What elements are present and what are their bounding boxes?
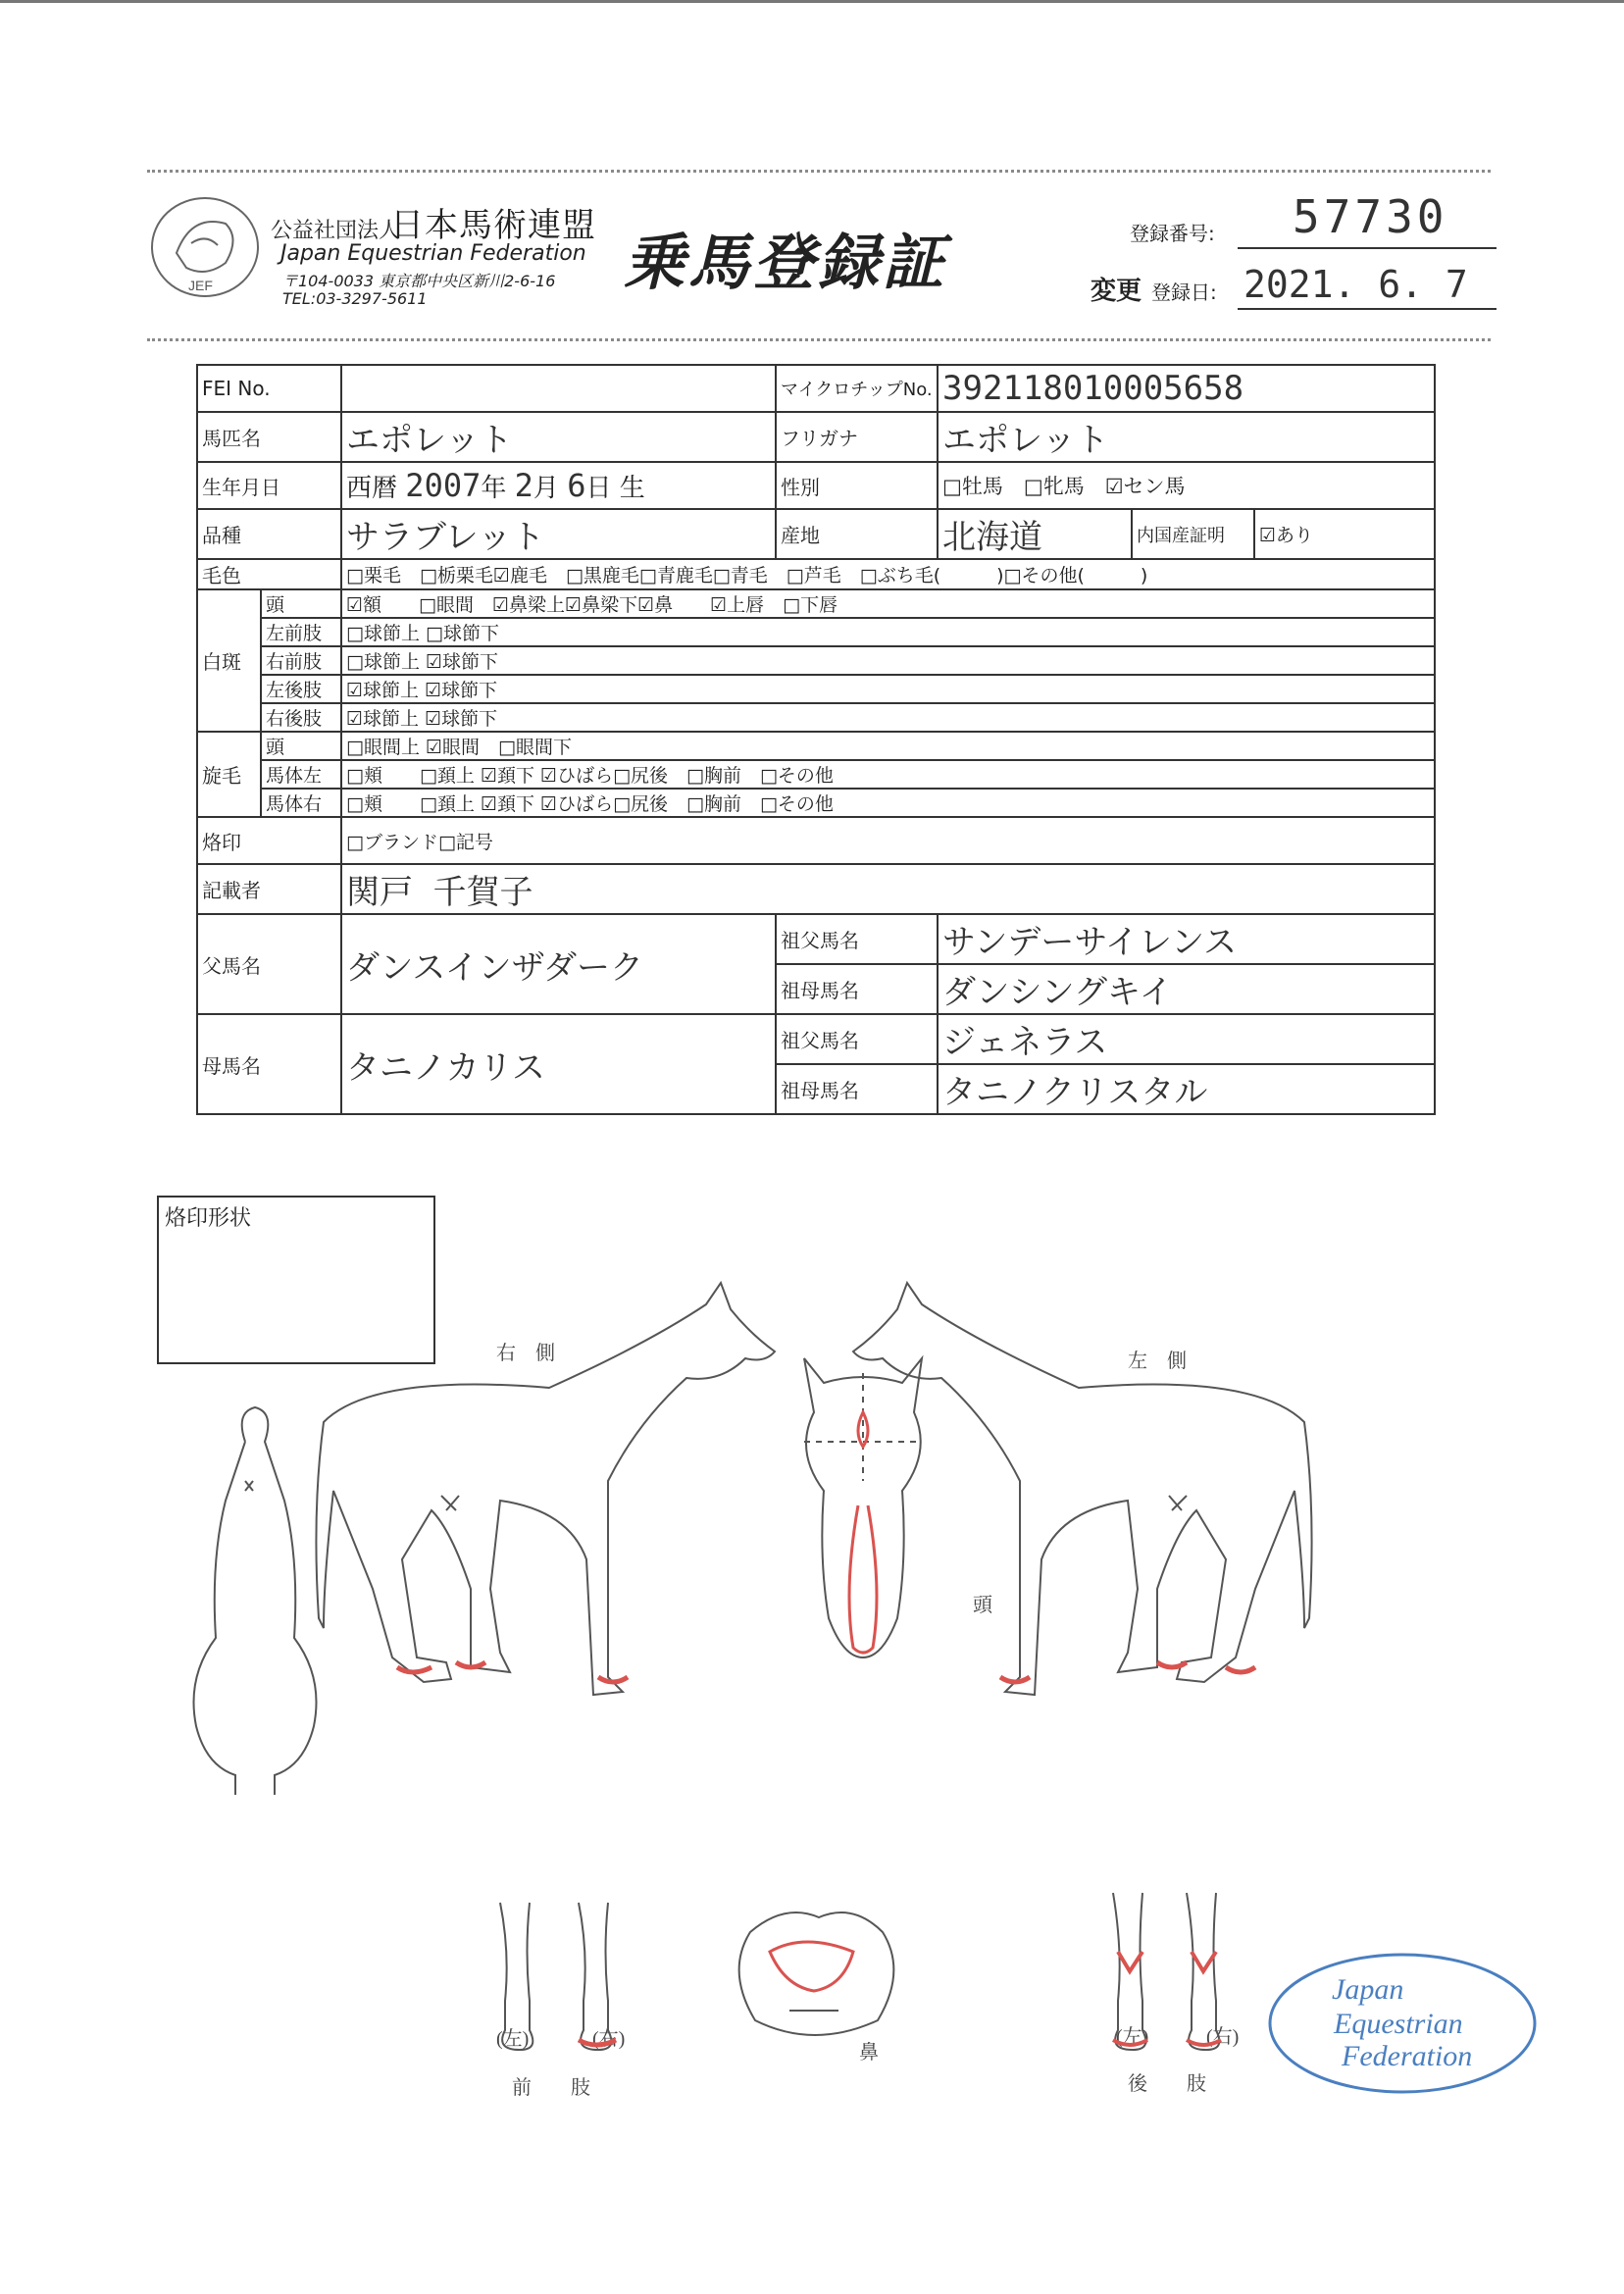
fore-left-caption: (左) <box>496 2028 530 2050</box>
sire: ダンスインザダーク <box>341 914 776 1014</box>
brand-shape-label: 烙印形状 <box>165 1206 252 1231</box>
whorl-options: □頬 □頚上 ☑頚下 ☑ひばら□尻後 □胸前 □その他 <box>341 789 1435 817</box>
stamp-line3: Federation <box>1342 2040 1473 2072</box>
domestic-cert-label: 内国産証明 <box>1132 509 1254 559</box>
dam-gs-label: 祖父馬名 <box>776 1014 938 1064</box>
left-side-caption: 左 側 <box>1128 1351 1187 1372</box>
reg-number-underline <box>1238 247 1497 249</box>
whorl-part: 頭 <box>261 732 341 760</box>
fore-legs-outline <box>500 1903 616 2050</box>
fore-caption: 前 肢 <box>512 2077 590 2099</box>
sire-gs: サンデーサイレンス <box>938 914 1435 964</box>
header-top-rule <box>147 170 1491 173</box>
row-white-rh <box>197 703 1435 732</box>
reg-number: 57730 <box>1293 190 1448 243</box>
birth-day-unit: 日 生 <box>585 474 645 503</box>
org-name-ja: 日本馬術連盟 <box>390 206 596 245</box>
row-whorl-left <box>197 760 1435 789</box>
horse-name-label: 馬匹名 <box>197 412 341 462</box>
head-front-view <box>804 1358 922 1657</box>
birth-year-unit: 年 <box>481 474 507 503</box>
scan-top-edge <box>0 0 1624 3</box>
recorder: 関戸 千賀子 <box>341 864 1435 914</box>
jef-stamp <box>1265 1950 1540 2097</box>
birth-day: 6 <box>567 467 586 504</box>
whorl-part: 馬体右 <box>261 789 341 817</box>
white-label: 白斑 <box>197 589 261 732</box>
sex-options: □牡馬 □牝馬 ☑セン馬 <box>938 462 1435 509</box>
birth-date <box>341 462 776 509</box>
coat-label: 毛色 <box>197 559 341 589</box>
fei-label: FEI No. <box>197 365 341 412</box>
furigana-label: フリガナ <box>776 412 938 462</box>
row-whorl-head <box>197 732 1435 760</box>
stamp-line2: Equestrian <box>1334 2008 1463 2040</box>
row-whorl-right <box>197 789 1435 817</box>
origin: 北海道 <box>938 509 1132 559</box>
header-bottom-rule <box>147 338 1491 341</box>
dam-gs: ジェネラス <box>938 1014 1435 1064</box>
org-tel: TEL:03-3297-5611 <box>282 289 428 308</box>
right-side-caption: 右 側 <box>496 1343 555 1364</box>
jef-logo <box>147 194 263 304</box>
breed: サラブレット <box>341 509 776 559</box>
sire-gs-label: 祖父馬名 <box>776 914 938 964</box>
row-recorder <box>197 864 1435 914</box>
change-mark: 変更 <box>1091 277 1142 306</box>
left-side-horse-outline <box>853 1283 1312 1695</box>
stamp-line1: Japan <box>1332 1973 1404 2006</box>
whorl-options: □頬 □頚上 ☑頚下 ☑ひばら□尻後 □胸前 □その他 <box>341 760 1435 789</box>
sire-gd-label: 祖母馬名 <box>776 964 938 1014</box>
hind-left-caption: (左) <box>1116 2026 1149 2048</box>
reg-date-underline <box>1238 308 1497 310</box>
document-title: 乗馬登録証 <box>624 227 948 298</box>
domestic-cert-value: ☑あり <box>1254 509 1435 559</box>
dam: タニノカリス <box>341 1014 776 1114</box>
sire-gd: ダンシングキイ <box>938 964 1435 1014</box>
whorl-options: □眼間上 ☑眼間 □眼間下 <box>341 732 1435 760</box>
sex-label: 性別 <box>776 462 938 509</box>
hind-legs-outline <box>1113 1893 1221 2050</box>
reg-date: 2021. 6. 7 <box>1243 263 1468 306</box>
horse-name: エポレット <box>341 412 776 462</box>
microchip-value: 392118010005658 <box>938 365 1435 412</box>
fore-right-caption: (右) <box>592 2028 626 2050</box>
row-white-rf <box>197 646 1435 675</box>
birth-month: 2 <box>514 467 533 504</box>
horse-diagrams <box>177 1265 1451 2079</box>
origin-label: 産地 <box>776 509 938 559</box>
white-part: 右後肢 <box>261 703 341 732</box>
whorl-label: 旋毛 <box>197 732 261 817</box>
hind-caption: 後 肢 <box>1128 2073 1206 2095</box>
reg-date-label: 登録日: <box>1151 280 1217 304</box>
row-dam-gs <box>197 1014 1435 1064</box>
brand-label: 烙印 <box>197 817 341 864</box>
leg-markings <box>397 1662 1255 1682</box>
microchip-label: マイクロチップNo. <box>776 365 938 412</box>
recorder-label: 記載者 <box>197 864 341 914</box>
row-birth <box>197 462 1435 509</box>
birth-era: 西暦 <box>346 474 398 503</box>
logo-text: JEF <box>188 278 213 293</box>
row-white-lh <box>197 675 1435 703</box>
row-white-head <box>197 589 1435 618</box>
row-brand <box>197 817 1435 864</box>
white-part: 頭 <box>261 589 341 618</box>
hind-right-caption: (右) <box>1206 2026 1240 2048</box>
org-prefix: 公益社団法人 <box>271 219 401 243</box>
white-options: □球節上 □球節下 <box>341 618 1435 646</box>
sire-label: 父馬名 <box>197 914 341 1014</box>
white-part: 左前肢 <box>261 618 341 646</box>
birth-year: 2007 <box>405 467 482 504</box>
whorl-part: 馬体左 <box>261 760 341 789</box>
registration-table <box>196 364 1436 1115</box>
top-view-outline <box>194 1407 317 1795</box>
dam-gd-label: 祖母馬名 <box>776 1064 938 1114</box>
white-options: □球節上 ☑球節下 <box>341 646 1435 675</box>
brand-options: □ブランド□記号 <box>341 817 1435 864</box>
white-part: 右前肢 <box>261 646 341 675</box>
birth-label: 生年月日 <box>197 462 341 509</box>
furigana: エポレット <box>938 412 1435 462</box>
org-address: 〒104-0033 東京都中央区新川2-6-16 <box>282 272 556 290</box>
white-part: 左後肢 <box>261 675 341 703</box>
nose-outline <box>739 1912 894 2035</box>
fei-value <box>341 365 776 412</box>
head-caption: 頭 <box>973 1595 992 1616</box>
white-options: ☑球節上 ☑球節下 <box>341 675 1435 703</box>
row-sire-gs <box>197 914 1435 964</box>
breed-label: 品種 <box>197 509 341 559</box>
row-white-lf <box>197 618 1435 646</box>
dam-label: 母馬名 <box>197 1014 341 1114</box>
right-side-horse-outline <box>316 1283 775 1695</box>
birth-month-unit: 月 <box>533 474 559 503</box>
white-options: ☑球節上 ☑球節下 <box>341 703 1435 732</box>
row-coat <box>197 559 1435 589</box>
row-breed <box>197 509 1435 559</box>
row-name <box>197 412 1435 462</box>
row-fei <box>197 365 1435 412</box>
dam-gd: タニノクリスタル <box>938 1064 1435 1114</box>
coat-options: □栗毛 □栃栗毛☑鹿毛 □黒鹿毛□青鹿毛□青毛 □芦毛 □ぶち毛( )□その他( ) <box>341 559 1435 589</box>
white-options: ☑額 □眼間 ☑鼻梁上☑鼻梁下☑鼻 ☑上唇 □下唇 <box>341 589 1435 618</box>
reg-number-label: 登録番号: <box>1130 222 1215 245</box>
org-name-en: Japan Equestrian Federation <box>280 241 586 266</box>
nose-caption: 鼻 <box>859 2042 879 2064</box>
